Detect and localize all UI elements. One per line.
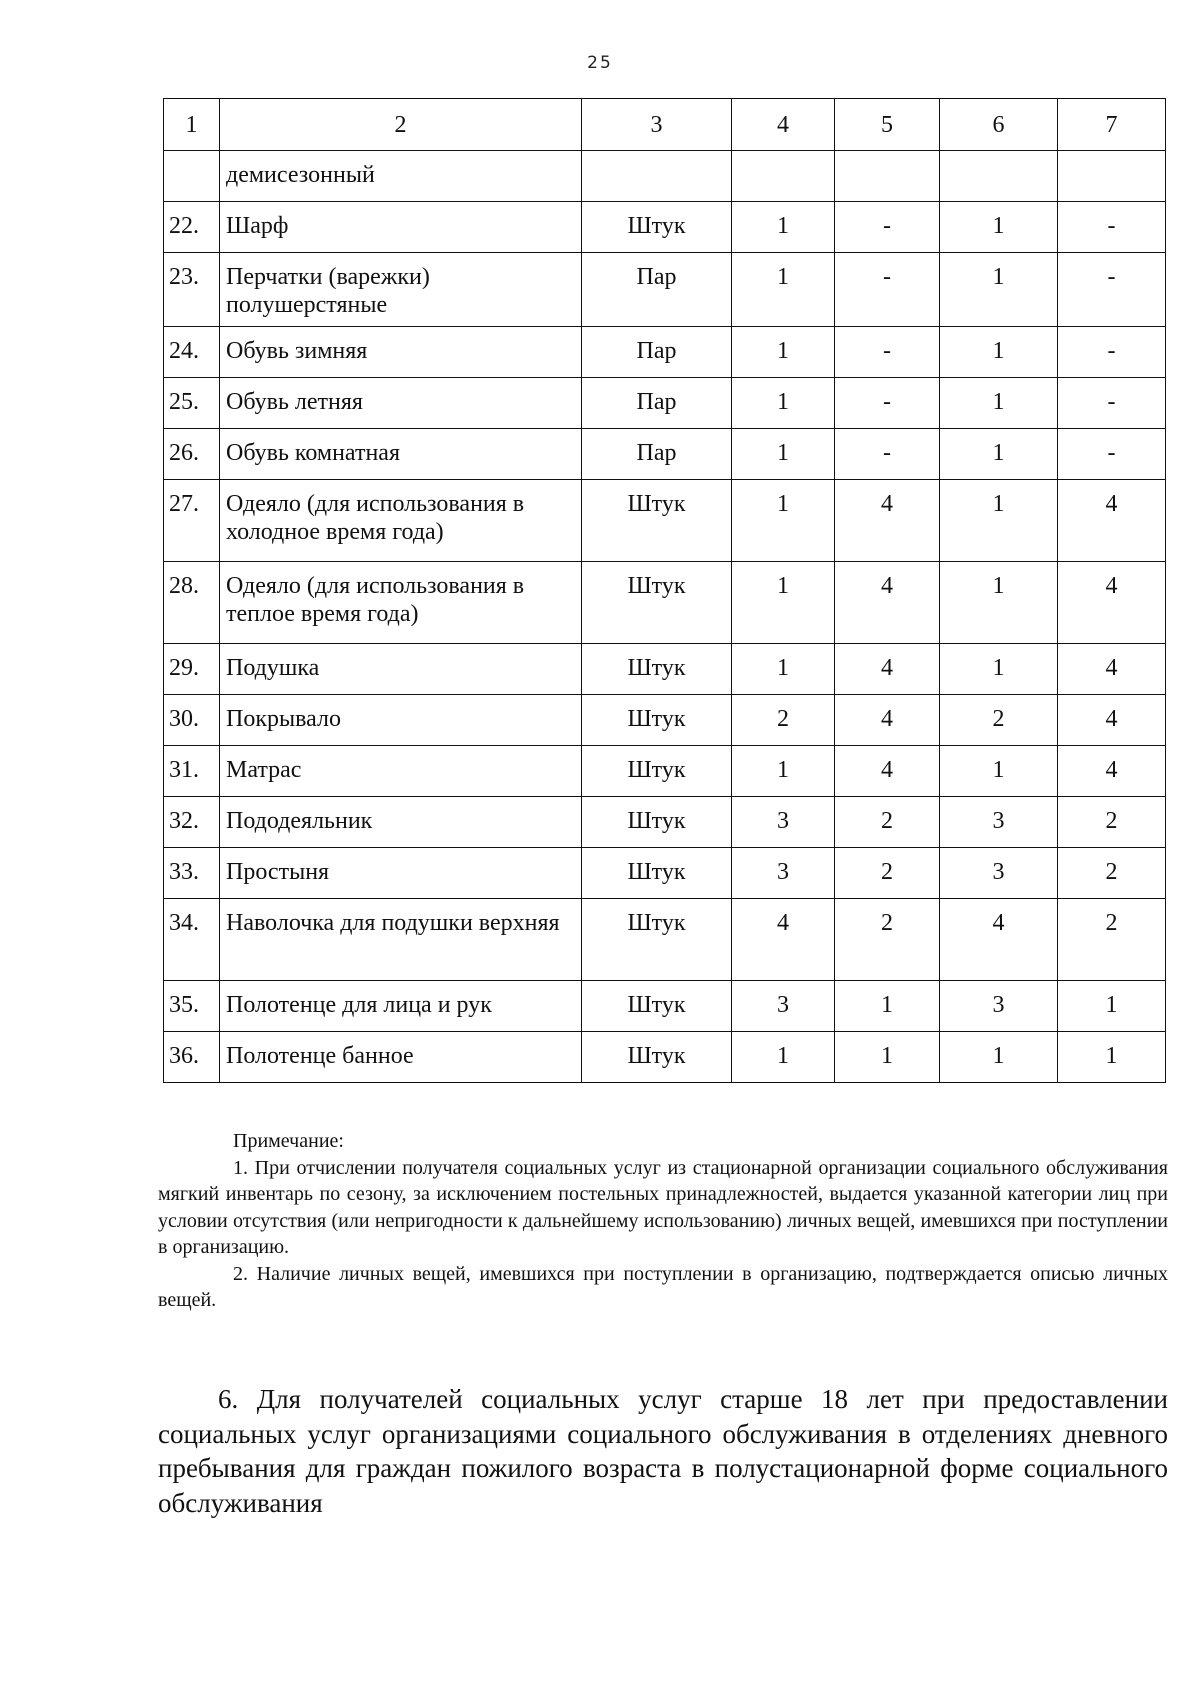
value-cell: 2 <box>1058 899 1166 981</box>
value-cell: 1 <box>940 562 1058 644</box>
item-name-cell: Перчатки (варежки) полушерстяные <box>220 253 582 327</box>
table-row <box>164 899 1166 981</box>
value-cell: 1 <box>940 327 1058 378</box>
row-number-cell: 32. <box>164 797 220 848</box>
value-cell: 1 <box>940 429 1058 480</box>
value-cell: 4 <box>940 899 1058 981</box>
table-row <box>164 253 1166 327</box>
table-row <box>164 644 1166 695</box>
item-name-cell: Покрывало <box>220 695 582 746</box>
table-row <box>164 429 1166 480</box>
value-cell: 2 <box>835 848 940 899</box>
row-number-cell: 35. <box>164 981 220 1032</box>
item-name-cell: Одеяло (для использования в холодное время года) <box>220 480 582 562</box>
value-cell: - <box>835 327 940 378</box>
value-cell: 2 <box>835 797 940 848</box>
row-number-cell: 28. <box>164 562 220 644</box>
item-name-cell: Шарф <box>220 202 582 253</box>
value-cell: 1 <box>940 253 1058 327</box>
note-paragraph-1: 1. При отчислении получателя социальных услуг из стационарной организации социального обслуживания мягкий инвентарь по сезону, за исключением постельных принадлежностей, выдается указанной категории лиц при условии отсутствия (или непригодности к дальнейшему использованию) личных вещей, имевшихся при поступлении в организацию. <box>158 1156 1168 1258</box>
table-row <box>164 848 1166 899</box>
table-header-row <box>164 99 1166 151</box>
unit-cell: Пар <box>582 253 732 327</box>
value-cell: 1 <box>940 1032 1058 1083</box>
value-cell: 1 <box>940 644 1058 695</box>
table-row <box>164 695 1166 746</box>
note-paragraph-2: 2. Наличие личных вещей, имевшихся при поступлении в организацию, подтверждается описью личных вещей. <box>158 1262 1168 1311</box>
value-cell: 2 <box>1058 848 1166 899</box>
item-name-cell: Пододеяльник <box>220 797 582 848</box>
table-row <box>164 378 1166 429</box>
value-cell: 1 <box>732 253 835 327</box>
unit-cell: Штук <box>582 480 732 562</box>
table-row <box>164 151 1166 202</box>
value-cell: 4 <box>835 695 940 746</box>
page-number: 25 <box>587 53 613 73</box>
inventory-table <box>163 98 1166 1083</box>
value-cell: 3 <box>940 981 1058 1032</box>
value-cell: 1 <box>835 1032 940 1083</box>
unit-cell: Пар <box>582 327 732 378</box>
header-cell: 4 <box>732 99 835 151</box>
value-cell: - <box>1058 202 1166 253</box>
value-cell: 3 <box>732 981 835 1032</box>
table-row <box>164 480 1166 562</box>
header-cell: 6 <box>940 99 1058 151</box>
unit-cell: Штук <box>582 644 732 695</box>
inventory-table-body <box>164 99 1166 1083</box>
unit-cell: Штук <box>582 848 732 899</box>
row-number-cell <box>164 151 220 202</box>
value-cell: 1 <box>732 327 835 378</box>
value-cell: 4 <box>1058 562 1166 644</box>
unit-cell: Штук <box>582 899 732 981</box>
unit-cell: Штук <box>582 202 732 253</box>
value-cell: - <box>1058 378 1166 429</box>
value-cell: 1 <box>732 746 835 797</box>
row-number-cell: 34. <box>164 899 220 981</box>
table-row <box>164 746 1166 797</box>
item-name-cell: Наволочка для подушки верхняя <box>220 899 582 981</box>
header-cell: 1 <box>164 99 220 151</box>
table-row <box>164 981 1166 1032</box>
unit-cell: Штук <box>582 1032 732 1083</box>
value-cell: 2 <box>835 899 940 981</box>
row-number-cell: 22. <box>164 202 220 253</box>
value-cell: 1 <box>940 202 1058 253</box>
unit-cell: Штук <box>582 746 732 797</box>
table-row <box>164 562 1166 644</box>
item-name-cell: Полотенце для лица и рук <box>220 981 582 1032</box>
value-cell <box>732 151 835 202</box>
section-heading: 6. Для получателей социальных услуг старше 18 лет при предоставлении социальных услуг организациями социального обслуживания в отделениях дневного пребывания для граждан пожилого возраста в полустационарной форме социального обслуживания <box>158 1384 1168 1518</box>
table-row <box>164 327 1166 378</box>
row-number-cell: 23. <box>164 253 220 327</box>
value-cell: - <box>835 253 940 327</box>
unit-cell: Штук <box>582 981 732 1032</box>
value-cell: 1 <box>732 202 835 253</box>
item-name-cell: Обувь зимняя <box>220 327 582 378</box>
note-block <box>158 1128 1168 1314</box>
value-cell: - <box>1058 253 1166 327</box>
row-number-cell: 29. <box>164 644 220 695</box>
value-cell: 2 <box>940 695 1058 746</box>
value-cell: 2 <box>732 695 835 746</box>
row-number-cell: 31. <box>164 746 220 797</box>
row-number-cell: 25. <box>164 378 220 429</box>
value-cell: 1 <box>732 480 835 562</box>
value-cell: 4 <box>1058 480 1166 562</box>
unit-cell: Пар <box>582 429 732 480</box>
value-cell: - <box>1058 429 1166 480</box>
value-cell: 3 <box>732 848 835 899</box>
row-number-cell: 26. <box>164 429 220 480</box>
value-cell: 1 <box>940 480 1058 562</box>
value-cell <box>1058 151 1166 202</box>
note-title: Примечание: <box>233 1130 344 1152</box>
value-cell: - <box>835 378 940 429</box>
value-cell: - <box>1058 327 1166 378</box>
value-cell <box>835 151 940 202</box>
value-cell: 1 <box>732 429 835 480</box>
value-cell: 3 <box>940 848 1058 899</box>
value-cell: - <box>835 429 940 480</box>
row-number-cell: 30. <box>164 695 220 746</box>
value-cell: - <box>835 202 940 253</box>
value-cell: 4 <box>1058 644 1166 695</box>
row-number-cell: 24. <box>164 327 220 378</box>
unit-cell: Штук <box>582 562 732 644</box>
value-cell: 4 <box>835 644 940 695</box>
item-name-cell: Одеяло (для использования в теплое время года) <box>220 562 582 644</box>
row-number-cell: 33. <box>164 848 220 899</box>
value-cell: 1 <box>732 1032 835 1083</box>
value-cell: 4 <box>835 562 940 644</box>
value-cell: 1 <box>940 378 1058 429</box>
value-cell: 1 <box>1058 1032 1166 1083</box>
value-cell: 4 <box>835 746 940 797</box>
unit-cell: Пар <box>582 378 732 429</box>
value-cell: 3 <box>940 797 1058 848</box>
item-name-cell: Полотенце банное <box>220 1032 582 1083</box>
header-cell: 3 <box>582 99 732 151</box>
value-cell: 1 <box>835 981 940 1032</box>
value-cell: 4 <box>835 480 940 562</box>
table-row <box>164 202 1166 253</box>
item-name-cell: Обувь летняя <box>220 378 582 429</box>
unit-cell <box>582 151 732 202</box>
header-cell: 7 <box>1058 99 1166 151</box>
item-name-cell: Обувь комнатная <box>220 429 582 480</box>
value-cell: 1 <box>732 378 835 429</box>
unit-cell: Штук <box>582 695 732 746</box>
row-number-cell: 27. <box>164 480 220 562</box>
item-name-cell: Подушка <box>220 644 582 695</box>
item-name-cell: Матрас <box>220 746 582 797</box>
item-name-cell: демисезонный <box>220 151 582 202</box>
item-name-cell: Простыня <box>220 848 582 899</box>
header-cell: 5 <box>835 99 940 151</box>
table-row <box>164 1032 1166 1083</box>
value-cell: 3 <box>732 797 835 848</box>
value-cell: 1 <box>732 644 835 695</box>
row-number-cell: 36. <box>164 1032 220 1083</box>
table-row <box>164 797 1166 848</box>
unit-cell: Штук <box>582 797 732 848</box>
value-cell <box>940 151 1058 202</box>
value-cell: 4 <box>1058 746 1166 797</box>
value-cell: 1 <box>732 562 835 644</box>
value-cell: 4 <box>732 899 835 981</box>
value-cell: 1 <box>940 746 1058 797</box>
value-cell: 1 <box>1058 981 1166 1032</box>
value-cell: 2 <box>1058 797 1166 848</box>
value-cell: 4 <box>1058 695 1166 746</box>
header-cell: 2 <box>220 99 582 151</box>
